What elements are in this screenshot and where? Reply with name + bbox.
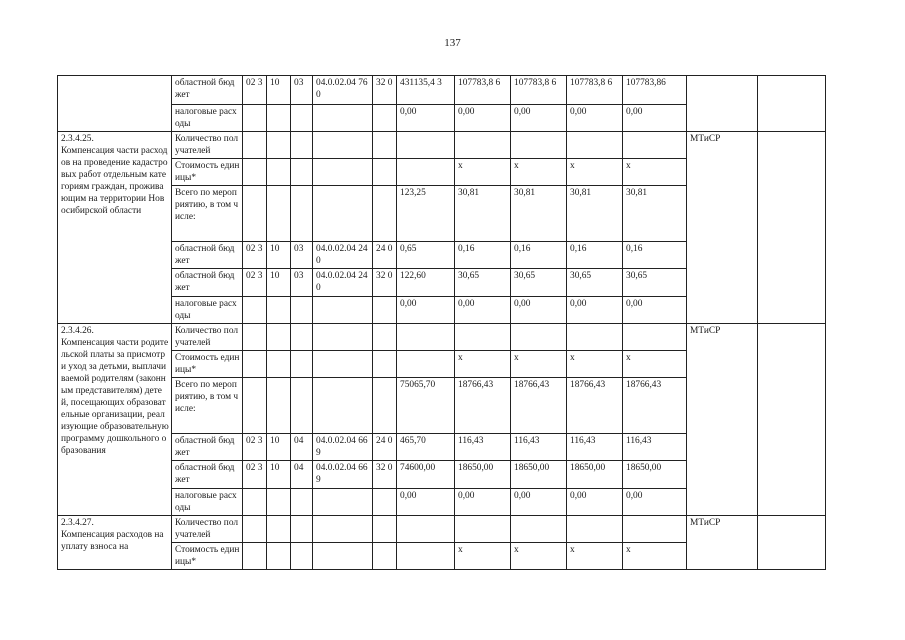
measure-title: Компенсация расходов на уплату взноса на — [61, 530, 164, 552]
indicator-label: областной бюджет — [172, 269, 243, 297]
code-expense — [373, 297, 397, 324]
value-year-3: 0,00 — [567, 297, 623, 324]
code-target: 04.0.02.04 240 — [313, 242, 373, 269]
code-grbs: 02 3 — [243, 76, 267, 105]
code-target: 04.0.02.04 669 — [313, 461, 373, 489]
indicator-label: Всего по мероприятию, в том числе: — [172, 186, 243, 242]
code-expense: 32 0 — [373, 76, 397, 105]
value-year-2: 107783,8 6 — [511, 76, 567, 105]
value-year-3 — [567, 324, 623, 351]
measure-number: 2.3.4.27. — [61, 518, 94, 528]
code-expense — [373, 324, 397, 351]
code-subsection — [291, 378, 313, 434]
page-number: 137 — [444, 37, 461, 49]
notes-cell — [758, 516, 826, 570]
value-year-1: x — [455, 351, 511, 378]
value-year-4: x — [623, 543, 687, 570]
value-year-3: x — [567, 351, 623, 378]
value-year-1 — [455, 324, 511, 351]
indicator-label: областной бюджет — [172, 434, 243, 461]
value-year-1: 0,00 — [455, 297, 511, 324]
code-grbs — [243, 186, 267, 242]
value-year-4: 0,00 — [623, 105, 687, 132]
code-section — [267, 105, 291, 132]
indicator-label: Стоимость единицы* — [172, 159, 243, 186]
code-expense — [373, 489, 397, 516]
code-subsection — [291, 324, 313, 351]
code-subsection — [291, 105, 313, 132]
indicator-label: областной бюджет — [172, 461, 243, 489]
code-expense — [373, 105, 397, 132]
value-year-2 — [511, 324, 567, 351]
code-expense — [373, 351, 397, 378]
value-year-1 — [455, 132, 511, 159]
value-year-4: 30,81 — [623, 186, 687, 242]
value-year-1: x — [455, 159, 511, 186]
notes-cell — [758, 132, 826, 324]
value-year-2: 30,65 — [511, 269, 567, 297]
code-subsection: 03 — [291, 242, 313, 269]
value-year-4: x — [623, 351, 687, 378]
value-total: 0,00 — [397, 297, 455, 324]
code-target — [313, 105, 373, 132]
value-total: 75065,70 — [397, 378, 455, 434]
value-year-2: 116,43 — [511, 434, 567, 461]
value-year-3: 18650,00 — [567, 461, 623, 489]
indicator-label: Количество получателей — [172, 324, 243, 351]
value-total: 465,70 — [397, 434, 455, 461]
table-row — [58, 76, 826, 105]
value-year-1: 18650,00 — [455, 461, 511, 489]
value-year-3: 30,65 — [567, 269, 623, 297]
indicator-label: Стоимость единицы* — [172, 351, 243, 378]
table-row — [58, 324, 826, 351]
indicator-label: Всего по мероприятию, в том числе: — [172, 378, 243, 434]
indicator-label: Стоимость единицы* — [172, 543, 243, 570]
code-section — [267, 132, 291, 159]
code-subsection — [291, 159, 313, 186]
indicator-label: Количество получателей — [172, 516, 243, 543]
value-year-2: 30,81 — [511, 186, 567, 242]
value-total: 0,00 — [397, 489, 455, 516]
value-year-4 — [623, 516, 687, 543]
code-expense: 24 0 — [373, 242, 397, 269]
code-target: 04.0.02.04 240 — [313, 269, 373, 297]
measure-number: 2.3.4.26. — [61, 326, 94, 336]
code-expense: 32 0 — [373, 269, 397, 297]
table-row — [58, 516, 826, 543]
value-year-4: 116,43 — [623, 434, 687, 461]
value-year-1: 0,00 — [455, 489, 511, 516]
value-total — [397, 132, 455, 159]
value-year-4 — [623, 132, 687, 159]
value-year-1 — [455, 516, 511, 543]
value-total: 122,60 — [397, 269, 455, 297]
code-target: 04.0.02.04 760 — [313, 76, 373, 105]
code-section — [267, 186, 291, 242]
code-subsection — [291, 489, 313, 516]
value-year-3: x — [567, 159, 623, 186]
value-year-1: 107783,8 6 — [455, 76, 511, 105]
value-year-1: x — [455, 543, 511, 570]
indicator-label: Количество получателей — [172, 132, 243, 159]
code-subsection: 04 — [291, 434, 313, 461]
executor-cell: МТиСР — [687, 132, 758, 324]
value-total — [397, 324, 455, 351]
code-subsection: 03 — [291, 76, 313, 105]
value-year-2: 18650,00 — [511, 461, 567, 489]
value-year-3: 0,16 — [567, 242, 623, 269]
measure-title: Компенсация части родительской платы за присмотр и уход за детьми, выплачиваемой родителям (законным представителям) детей, посещающих образовательные организации, реализующие образовательную программу дошкольного образования — [61, 338, 169, 456]
code-section: 10 — [267, 434, 291, 461]
measure-number: 2.3.4.25. — [61, 134, 94, 144]
code-section — [267, 378, 291, 434]
value-total: 74600,00 — [397, 461, 455, 489]
value-year-2 — [511, 516, 567, 543]
value-year-3: 107783,8 6 — [567, 76, 623, 105]
code-grbs — [243, 132, 267, 159]
code-grbs — [243, 516, 267, 543]
code-section: 10 — [267, 461, 291, 489]
code-expense — [373, 378, 397, 434]
value-year-2: x — [511, 543, 567, 570]
value-year-4: 18650,00 — [623, 461, 687, 489]
value-total: 431135,4 3 — [397, 76, 455, 105]
code-grbs — [243, 105, 267, 132]
code-section — [267, 159, 291, 186]
value-year-3: 30,81 — [567, 186, 623, 242]
value-year-3: 0,00 — [567, 105, 623, 132]
table-body — [58, 76, 826, 570]
code-target — [313, 516, 373, 543]
value-year-2 — [511, 132, 567, 159]
code-grbs — [243, 489, 267, 516]
value-year-4: 30,65 — [623, 269, 687, 297]
code-section: 10 — [267, 76, 291, 105]
value-year-4: 0,00 — [623, 489, 687, 516]
code-section: 10 — [267, 269, 291, 297]
code-grbs — [243, 543, 267, 570]
value-year-1: 18766,43 — [455, 378, 511, 434]
value-year-1: 0,16 — [455, 242, 511, 269]
indicator-label: налоговые расходы — [172, 105, 243, 132]
value-year-4: 0,00 — [623, 297, 687, 324]
value-year-2: 0,00 — [511, 105, 567, 132]
code-target — [313, 297, 373, 324]
code-expense — [373, 516, 397, 543]
code-section — [267, 324, 291, 351]
code-expense — [373, 132, 397, 159]
code-section — [267, 297, 291, 324]
value-total — [397, 543, 455, 570]
value-year-4 — [623, 324, 687, 351]
notes-cell — [758, 324, 826, 516]
code-target — [313, 324, 373, 351]
value-total: 0,65 — [397, 242, 455, 269]
value-total: 0,00 — [397, 105, 455, 132]
value-year-1: 0,00 — [455, 105, 511, 132]
code-subsection — [291, 516, 313, 543]
code-subsection: 03 — [291, 269, 313, 297]
executor-cell: МТиСР — [687, 324, 758, 516]
value-year-2: 18766,43 — [511, 378, 567, 434]
code-target — [313, 159, 373, 186]
value-year-3: 18766,43 — [567, 378, 623, 434]
code-target — [313, 132, 373, 159]
value-total — [397, 351, 455, 378]
indicator-label: налоговые расходы — [172, 297, 243, 324]
code-target: 04.0.02.04 669 — [313, 434, 373, 461]
indicator-label: налоговые расходы — [172, 489, 243, 516]
measure-name-cell — [58, 132, 172, 324]
value-year-4: 0,16 — [623, 242, 687, 269]
value-total: 123,25 — [397, 186, 455, 242]
value-year-3: x — [567, 543, 623, 570]
code-target — [313, 543, 373, 570]
code-target — [313, 489, 373, 516]
code-subsection — [291, 132, 313, 159]
value-year-3 — [567, 516, 623, 543]
indicator-label: областной бюджет — [172, 76, 243, 105]
code-target — [313, 378, 373, 434]
notes-cell — [758, 76, 826, 132]
code-subsection: 04 — [291, 461, 313, 489]
code-expense — [373, 543, 397, 570]
measure-name-cell — [58, 324, 172, 516]
value-year-2: x — [511, 351, 567, 378]
value-year-2: x — [511, 159, 567, 186]
value-year-1: 30,81 — [455, 186, 511, 242]
code-grbs — [243, 324, 267, 351]
budget-table — [57, 75, 826, 570]
measure-title: Компенсация части расходов на проведение кадастровых работ отдельным категориям граждан, проживающим на территории Новосибирской области — [61, 146, 168, 216]
value-total — [397, 516, 455, 543]
code-section — [267, 543, 291, 570]
table-row — [58, 132, 826, 159]
code-section — [267, 489, 291, 516]
code-grbs — [243, 351, 267, 378]
value-year-1: 30,65 — [455, 269, 511, 297]
indicator-label: областной бюджет — [172, 242, 243, 269]
code-subsection — [291, 351, 313, 378]
value-year-3: 116,43 — [567, 434, 623, 461]
code-expense — [373, 159, 397, 186]
value-year-3 — [567, 132, 623, 159]
code-target — [313, 351, 373, 378]
code-section — [267, 516, 291, 543]
executor-cell: МТиСР — [687, 516, 758, 570]
code-target — [313, 186, 373, 242]
code-grbs — [243, 378, 267, 434]
code-expense: 24 0 — [373, 434, 397, 461]
code-section — [267, 351, 291, 378]
measure-name-cell — [58, 516, 172, 570]
code-subsection — [291, 297, 313, 324]
value-year-2: 0,00 — [511, 489, 567, 516]
code-grbs — [243, 159, 267, 186]
value-year-2: 0,00 — [511, 297, 567, 324]
value-year-4: 18766,43 — [623, 378, 687, 434]
code-grbs: 02 3 — [243, 461, 267, 489]
code-grbs — [243, 297, 267, 324]
value-year-2: 0,16 — [511, 242, 567, 269]
code-grbs: 02 3 — [243, 434, 267, 461]
code-expense: 32 0 — [373, 461, 397, 489]
code-grbs: 02 3 — [243, 269, 267, 297]
code-section: 10 — [267, 242, 291, 269]
code-subsection — [291, 186, 313, 242]
value-year-1: 116,43 — [455, 434, 511, 461]
value-year-4: x — [623, 159, 687, 186]
measure-name-cell — [58, 76, 172, 132]
code-expense — [373, 186, 397, 242]
code-grbs: 02 3 — [243, 242, 267, 269]
value-total — [397, 159, 455, 186]
executor-cell — [687, 76, 758, 132]
value-year-4: 107783,86 — [623, 76, 687, 105]
value-year-3: 0,00 — [567, 489, 623, 516]
code-subsection — [291, 543, 313, 570]
